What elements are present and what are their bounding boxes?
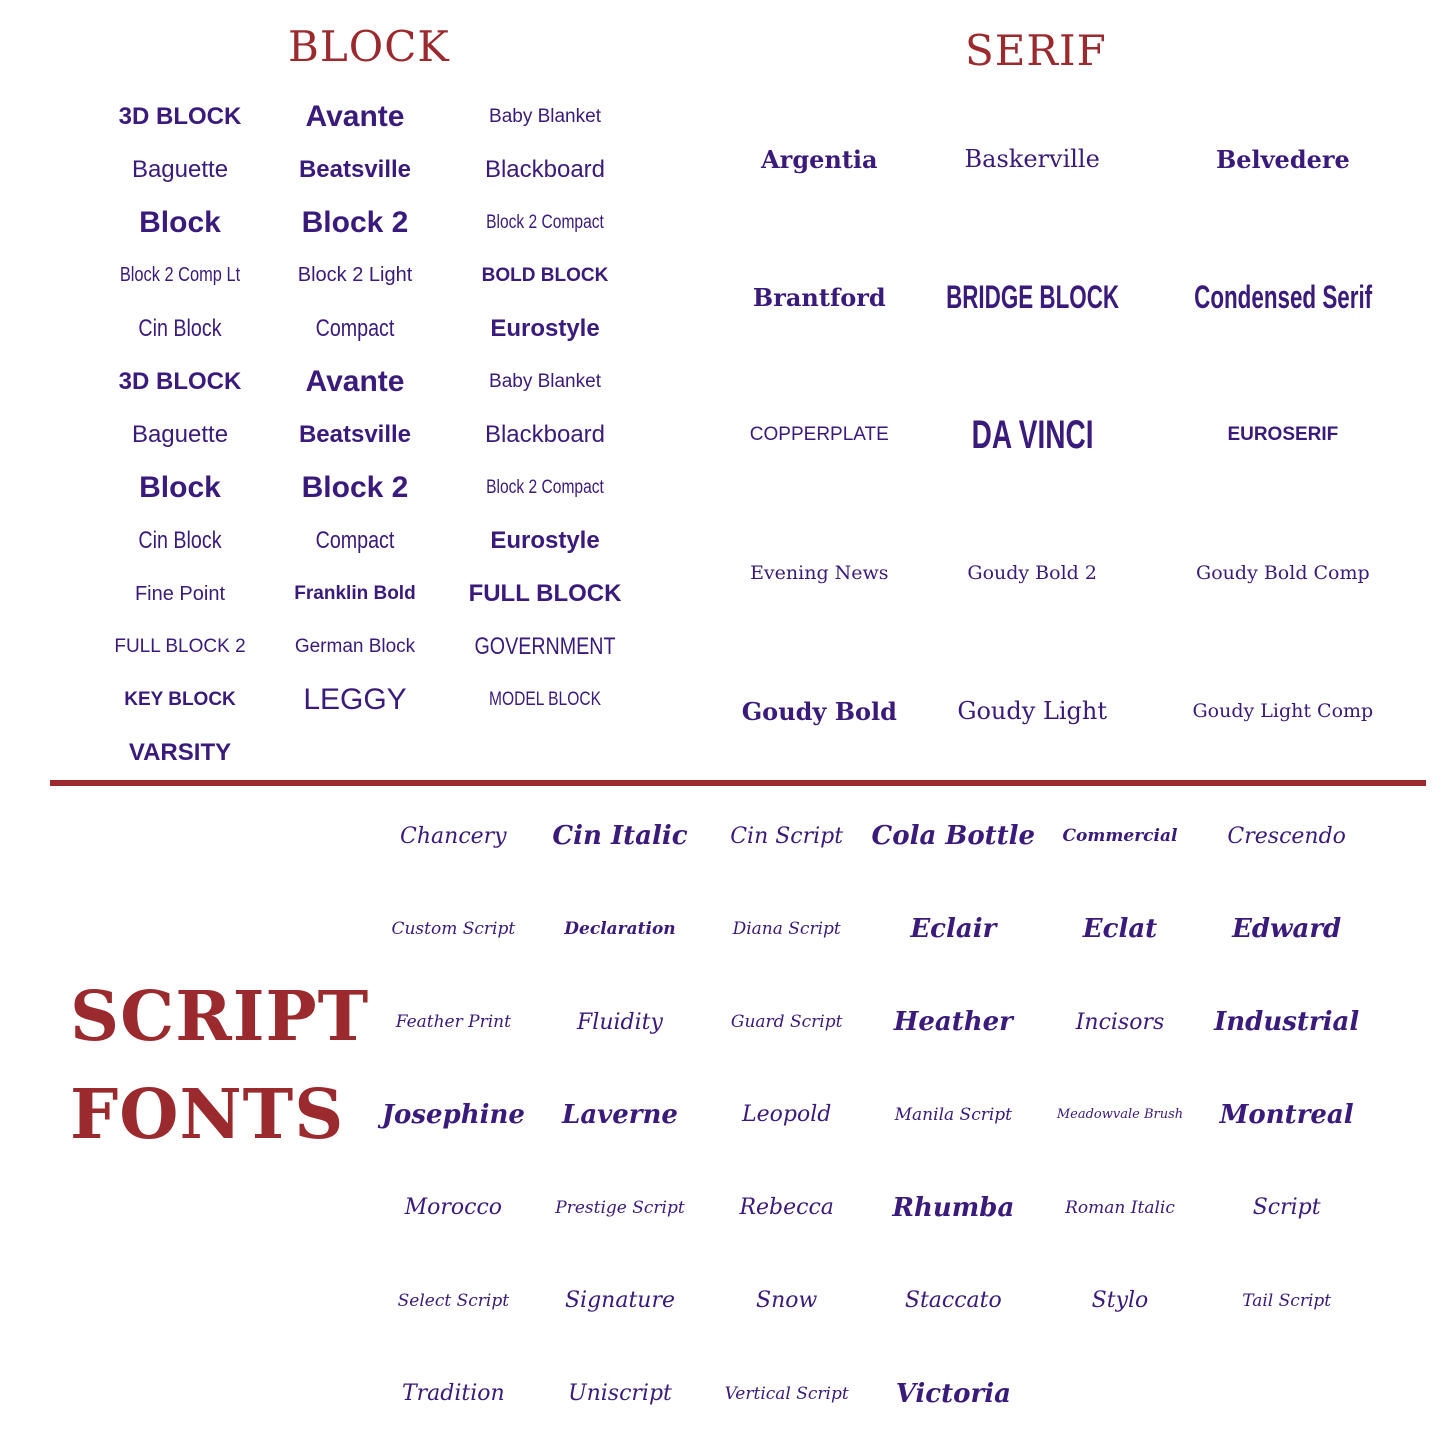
font-sample: Industrial: [1214, 1007, 1360, 1038]
font-sample: Beatsville: [298, 420, 412, 448]
font-sample: Crescendo: [1227, 823, 1346, 849]
font-sample: Baguette: [131, 420, 229, 448]
font-sample: Block 2 Compact: [486, 477, 604, 499]
font-sample: Edward: [1232, 914, 1342, 945]
font-sample: Block 2 Compact: [486, 211, 604, 233]
font-sample: Belvedere: [1215, 144, 1350, 174]
font-sample: Guard Script: [730, 1012, 843, 1033]
font-sample: Cin Script: [730, 823, 844, 849]
font-sample: Staccato: [904, 1288, 1002, 1314]
font-sample: Goudy Bold: [741, 696, 897, 726]
font-sample: Compact: [315, 527, 395, 555]
script-heading-line: SCRIPT: [70, 977, 370, 1057]
font-sample: Tail Script: [1242, 1290, 1332, 1311]
font-sample: Morocco: [404, 1195, 503, 1221]
font-sample: Cin Block: [138, 314, 222, 342]
font-sample: Rebecca: [739, 1195, 834, 1221]
block-heading: BLOCK: [288, 22, 450, 71]
font-sample: FULL BLOCK: [468, 580, 622, 608]
serif-heading: SERIF: [965, 26, 1107, 75]
font-sample: Goudy Light Comp: [1192, 700, 1374, 722]
font-sample: FULL BLOCK 2: [114, 636, 246, 658]
font-sample: German Block: [294, 636, 416, 658]
font-sample: Baby Blanket: [489, 105, 601, 127]
font-sample: Cola Bottle: [871, 821, 1036, 852]
font-sample: Eclair: [910, 914, 997, 945]
font-sample: 3D BLOCK: [118, 367, 242, 395]
font-sample: Snow: [756, 1288, 818, 1314]
script-font-grid: [370, 790, 1370, 1440]
font-sample: MODEL BLOCK: [489, 689, 601, 711]
font-sample: Avante: [305, 99, 405, 133]
font-sample: Block: [139, 471, 221, 505]
font-sample: Roman Italic: [1065, 1197, 1175, 1218]
font-sample: Meadowvale Brush: [1056, 1107, 1184, 1123]
font-sample: BRIDGE BLOCK: [945, 278, 1119, 315]
font-sample: Eclat: [1082, 914, 1158, 945]
font-sample: Cin Italic: [552, 821, 688, 852]
font-sample: Script: [1252, 1195, 1321, 1221]
font-sample: Argentia: [761, 144, 878, 174]
script-fonts-heading: [70, 968, 369, 1164]
font-sample: Custom Script: [391, 919, 516, 940]
font-sample: Prestige Script: [555, 1197, 685, 1218]
font-sample: Vertical Script: [724, 1383, 849, 1404]
font-sample: Compact: [315, 314, 395, 342]
font-sample: Block 2: [301, 205, 409, 239]
font-sample: Heather: [893, 1007, 1013, 1038]
font-sample: Incisors: [1075, 1009, 1165, 1035]
font-sample: Evening News: [750, 562, 889, 584]
font-sample: Uniscript: [568, 1381, 672, 1407]
font-sample: Block 2 Light: [297, 264, 413, 287]
font-sample: Manila Script: [894, 1104, 1012, 1125]
font-sample: Blackboard: [484, 420, 606, 448]
font-sample: Goudy Bold 2: [967, 562, 1097, 584]
font-sample: Baguette: [131, 155, 229, 183]
script-heading-line: FONTS: [70, 1075, 345, 1155]
font-sample: Goudy Light: [957, 697, 1108, 725]
font-sample: Avante: [305, 364, 405, 398]
font-sample: GOVERNMENT: [474, 633, 616, 661]
font-sample: Eurostyle: [490, 527, 600, 555]
font-sample: Victoria: [895, 1378, 1011, 1409]
font-sample: VARSITY: [128, 739, 232, 767]
font-sample: Leopold: [742, 1102, 832, 1128]
font-sample: Laverne: [562, 1099, 678, 1130]
font-sample: EUROSERIF: [1227, 424, 1339, 445]
block-font-grid: [100, 90, 640, 780]
font-sample: Baskerville: [964, 145, 1100, 173]
font-sample: Fine Point: [134, 582, 226, 605]
font-sample: Chancery: [400, 823, 507, 849]
font-sample: Stylo: [1091, 1288, 1149, 1314]
font-sample: Signature: [564, 1288, 675, 1314]
font-sample: Diana Script: [732, 919, 841, 940]
font-sample: Feather Print: [395, 1012, 511, 1033]
font-sample: Josephine: [381, 1099, 525, 1130]
serif-font-grid: [730, 90, 1410, 780]
font-sample: Commercial: [1062, 826, 1178, 847]
section-divider: [50, 780, 1426, 786]
font-sample: Franklin Bold: [294, 583, 416, 605]
font-sample: Brantford: [752, 282, 886, 312]
font-sample: Eurostyle: [490, 314, 600, 342]
font-sample: KEY BLOCK: [124, 689, 236, 711]
font-sample: Condensed Serif: [1193, 278, 1372, 315]
font-sample: DA VINCI: [971, 412, 1094, 457]
font-sample: Goudy Bold Comp: [1196, 562, 1370, 584]
font-sample: Fluidity: [577, 1009, 663, 1035]
font-sample: Cin Block: [138, 527, 222, 555]
font-sample: Beatsville: [298, 155, 412, 183]
font-sample: Baby Blanket: [489, 370, 601, 392]
font-sample: Rhumba: [892, 1192, 1015, 1223]
font-sample: Block 2 Comp Lt: [119, 264, 241, 287]
font-sample: Block: [139, 205, 221, 239]
font-sample: Block 2: [301, 471, 409, 505]
font-sample: Tradition: [401, 1381, 505, 1407]
font-sample: Blackboard: [484, 155, 606, 183]
font-sample: 3D BLOCK: [118, 102, 242, 130]
font-sample: BOLD BLOCK: [481, 264, 609, 286]
font-sample: Select Script: [397, 1290, 510, 1311]
font-sample: LEGGY: [303, 683, 407, 717]
font-sample: Montreal: [1219, 1099, 1354, 1130]
font-sample: COPPERPLATE: [749, 424, 889, 445]
font-sample: Declaration: [564, 919, 676, 940]
